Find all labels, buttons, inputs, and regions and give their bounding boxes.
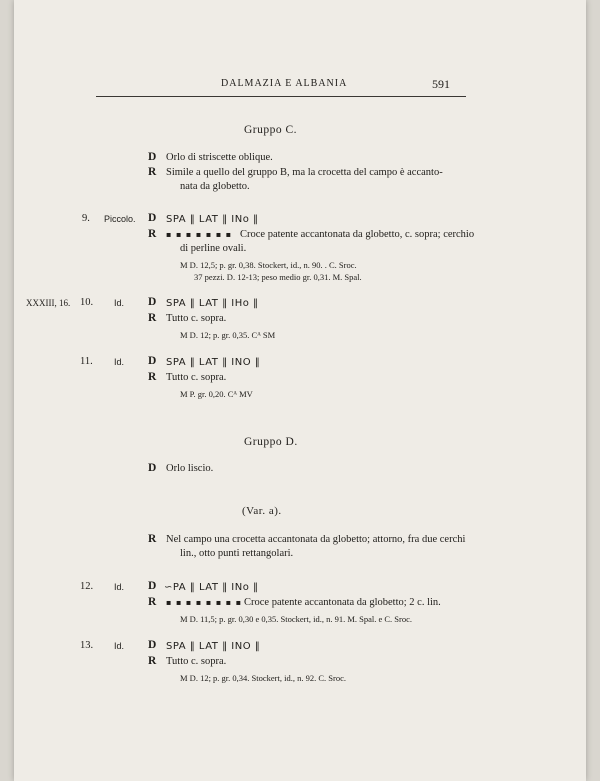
obverse-marker: D bbox=[148, 296, 157, 308]
entry-number: 9. bbox=[82, 213, 90, 224]
reverse-marker: R bbox=[148, 312, 157, 324]
variant-heading: (Var. a). bbox=[242, 505, 282, 517]
entry-size-label: Piccolo. bbox=[104, 214, 136, 224]
entry-size-label: Id. bbox=[114, 298, 125, 308]
reverse-marker: R bbox=[148, 533, 157, 545]
reverse-marker: R bbox=[148, 596, 157, 608]
entry-size-label: Id. bbox=[114, 357, 125, 367]
specimen-details: 37 pezzi. D. 12-13; peso medio gr. 0,31. M. Spal. bbox=[194, 272, 362, 282]
reverse-description-line1: Simile a quello del gruppo B, ma la crocetta del campo è accanto- bbox=[166, 167, 443, 178]
entry-size-label: Id. bbox=[114, 582, 125, 592]
reverse-dots: ▪ ▪ ▪ ▪ ▪ ▪ ▪ bbox=[166, 230, 233, 239]
plate-reference: XXXIII, 16. bbox=[26, 298, 71, 308]
running-header: DALMAZIA E ALBANIA bbox=[221, 78, 348, 89]
obverse-marker: D bbox=[148, 355, 157, 367]
specimen-details: M D. 11,5; p. gr. 0,30 e 0,35. Stockert, id., n. 91. M. Spal. e C. Sroc. bbox=[180, 614, 413, 624]
obverse-legend: SPA ‖ LAT ‖ IHo ‖ bbox=[166, 298, 259, 309]
obverse-legend: SPA ‖ LAT ‖ INo ‖ bbox=[166, 214, 259, 225]
specimen-details: M D. 12; p. gr. 0,34. Stockert, id., n. 92. C. Sroc. bbox=[180, 673, 346, 683]
obverse-marker: D bbox=[148, 639, 157, 651]
page bbox=[14, 0, 586, 781]
group-d-heading: Gruppo D. bbox=[244, 436, 298, 448]
group-c-heading: Gruppo C. bbox=[244, 124, 298, 136]
reverse-description: Tutto c. sopra. bbox=[166, 313, 227, 324]
reverse-dots: ▪ ▪ ▪ ▪ ▪ ▪ ▪ ▪ bbox=[166, 598, 243, 607]
obverse-legend: ∽PA ‖ LAT ‖ INo ‖ bbox=[164, 582, 259, 593]
obverse-legend: SPA ‖ LAT ‖ INO ‖ bbox=[166, 641, 261, 652]
obverse-marker: D bbox=[148, 212, 157, 224]
reverse-description: Tutto c. sopra. bbox=[166, 656, 227, 667]
specimen-details: M P. gr. 0,20. Cᴬ MV bbox=[180, 389, 253, 399]
page-number: 591 bbox=[432, 77, 450, 91]
entry-number: 12. bbox=[80, 581, 94, 592]
specimen-details: M D. 12; p. gr. 0,35. Cᴬ SM bbox=[180, 330, 276, 340]
reverse-description: Croce patente accantonata da globetto; 2 c. lin. bbox=[244, 597, 441, 608]
obverse-legend: SPA ‖ LAT ‖ INO ‖ bbox=[166, 357, 261, 368]
specimen-details: M D. 12,5; p. gr. 0,38. Stockert, id., n. 90. . C. Sroc. bbox=[180, 260, 357, 270]
reverse-description-line2: lin., otto punti rettangolari. bbox=[180, 548, 294, 559]
reverse-description-line2: nata da globetto. bbox=[180, 181, 250, 192]
entry-number: 11. bbox=[80, 356, 93, 367]
reverse-description: Tutto c. sopra. bbox=[166, 372, 227, 383]
obverse-marker: D bbox=[148, 580, 157, 592]
reverse-description-line1: Croce patente accantonata da globetto, c. sopra; cerchio bbox=[240, 229, 475, 240]
header-rule bbox=[96, 96, 466, 97]
obverse-description: Orlo liscio. bbox=[166, 463, 214, 474]
entry-number: 13. bbox=[80, 640, 94, 651]
reverse-marker: R bbox=[148, 166, 157, 178]
reverse-marker: R bbox=[148, 371, 157, 383]
entry-number: 10. bbox=[80, 297, 94, 308]
reverse-description-line1: Nel campo una crocetta accantonata da globetto; attorno, fra due cerchi bbox=[166, 534, 466, 545]
reverse-marker: R bbox=[148, 655, 157, 667]
obverse-marker: D bbox=[148, 151, 157, 163]
obverse-marker: D bbox=[148, 462, 157, 474]
obverse-description: Orlo di striscette oblique. bbox=[166, 152, 273, 163]
reverse-marker: R bbox=[148, 228, 157, 240]
entry-size-label: Id. bbox=[114, 641, 125, 651]
reverse-description-line2: di perline ovali. bbox=[180, 243, 247, 254]
